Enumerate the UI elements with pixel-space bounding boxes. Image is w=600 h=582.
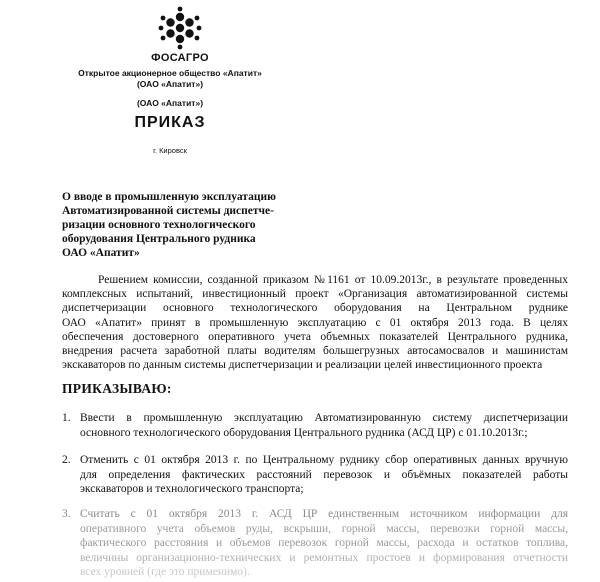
item-line: фактического расстояния и объемов перевозок горной массы, расхода и остатков топлива, (80, 537, 568, 549)
item-line: оперативного учета объемов руды, вскрыши, горной массы, перевозки горной массы, (80, 522, 568, 535)
order-item (62, 411, 568, 440)
preamble-line: внедрения расчета заработной платы водителям большегрузных автосамосвалов и машинистам (62, 345, 568, 358)
preamble-line: ОАО «Апатит» принят в промышленную эксплуатацию с 01 октября 2013 года. В целях (62, 316, 568, 329)
item-line: экскаваторов и технологического транспорта; (80, 483, 304, 495)
subject-line: оборудования Центрального рудника (62, 233, 256, 245)
preamble-line: обеспечения достоверного оперативного учета объемных показателей Центрального рудника, (62, 330, 568, 343)
organization-name-line: (ОАО «Апатит») (136, 79, 204, 89)
item-line: для определения фактических расстояний перевозок и объёмных показателей работы (80, 468, 568, 481)
document-title: ПРИКАЗ (134, 114, 206, 131)
order-item (62, 507, 568, 580)
organization-name (60, 68, 280, 90)
item-line: Отменить с 01 октября 2013 г. по Центральному руднику сбор оперативных данных вручную (80, 454, 568, 466)
logo-text: ФОСАГРО (151, 52, 209, 64)
city-label: г. Кировск (153, 146, 187, 155)
item-number: 1. (62, 412, 71, 424)
subject-line: Автоматизированной системы диспетче- (62, 205, 274, 217)
subject-line: ОАО «Апатит» (62, 247, 140, 259)
item-number: 3. (62, 508, 71, 520)
item-line: Считать с 01 октября 2013 г. АСД ЦР единственным источником информации для (80, 508, 568, 520)
order-subject (62, 190, 342, 260)
item-number: 2. (62, 454, 71, 466)
preamble-line: Решением комиссии, созданной приказом №1161 от 10.09.2013г., в результате проведенных (98, 274, 568, 286)
phosagro-logo (144, 6, 216, 70)
item-line: основного технологического оборудования Центрального рудника (АСД ЦР) с 01.10.2013г.; (80, 426, 528, 439)
order-heading: ПРИКАЗЫВАЮ: (62, 381, 172, 396)
preamble-line: комплексных испытаний, инвестиционный проект «Организация автоматизированной системы (62, 288, 568, 301)
item-line: всех уровней (где это применимо). (80, 566, 250, 578)
preamble-line: экскаваторов по данным системы диспетчеризации и реализации целей инвестиционного проекта (62, 359, 543, 372)
item-line: Ввести в промышленную эксплуатацию Автоматизированную систему диспетчеризации (80, 412, 568, 424)
organization-name-line: Открытое акционерное общество «Апатит» (78, 68, 262, 78)
preamble-paragraph (62, 273, 568, 372)
subject-line: О вводе в промышленную эксплуатацию (62, 191, 276, 203)
preamble-line: диспетчеризации основного технологического оборудования на Центральном руднике (62, 302, 568, 315)
organization-short-name: (ОАО «Апатит») (136, 98, 204, 108)
order-item (62, 453, 568, 497)
flower-logo-icon (144, 6, 216, 54)
subject-line: ризации основного технологического (62, 219, 256, 231)
item-line: величины организационно-технических и ремонтных простоев и формирования отчетности (80, 551, 568, 564)
